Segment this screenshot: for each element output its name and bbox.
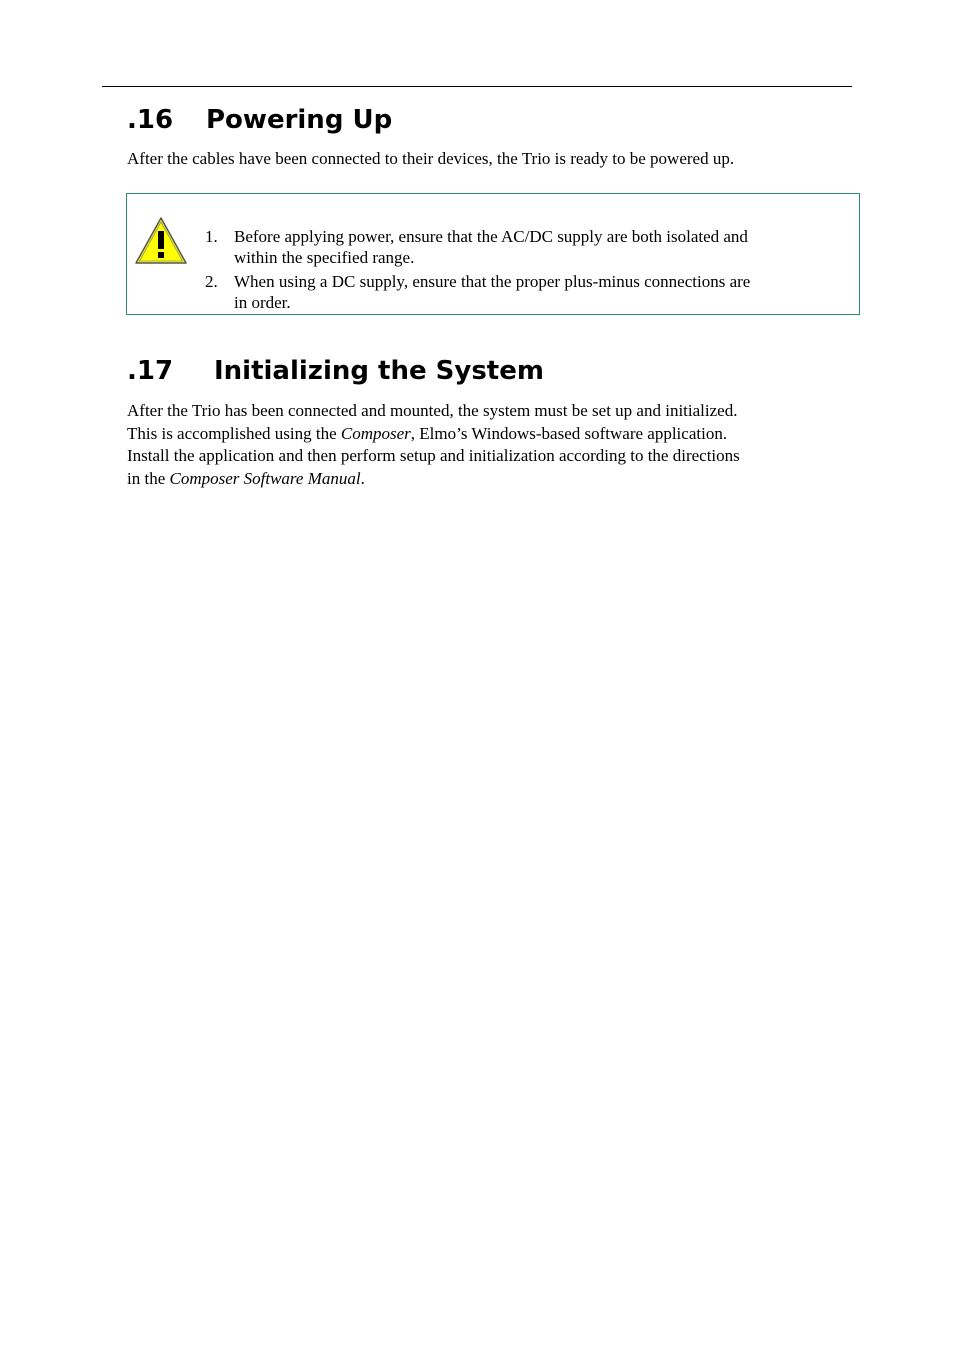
- list-marker: 2.: [205, 272, 218, 291]
- manual-title: Composer Software Manual: [169, 468, 361, 488]
- section-17-line-1: After the Trio has been connected and mounted, the system must be set up and initialized.: [127, 401, 738, 420]
- section-16-heading: [127, 105, 392, 135]
- caution-item-2: [127, 271, 750, 313]
- caution-item-1-line-1: Before applying power, ensure that the AC/DC supply are both isolated and: [234, 227, 748, 246]
- section-17-number: .17: [127, 356, 174, 386]
- caution-item-2-line-1: When using a DC supply, ensure that the proper plus-minus connections are: [234, 272, 751, 291]
- caution-item-1: [127, 226, 750, 268]
- caution-list: [127, 226, 750, 316]
- text-run: in the: [127, 468, 170, 488]
- section-16-number: .16: [127, 105, 174, 135]
- section-17-line-3: Install the application and then perform setup and initialization according to the directions: [127, 446, 740, 465]
- caution-item-1-line-2: within the specified range.: [234, 248, 415, 267]
- section-17-title: Initializing the System: [214, 356, 544, 386]
- composer-product-name: Composer: [340, 423, 411, 443]
- list-marker: 1.: [205, 227, 218, 246]
- caution-box: [126, 193, 860, 315]
- section-17-line-4: [127, 468, 740, 491]
- section-17-heading: [127, 356, 544, 386]
- caution-item-2-line-2: in order.: [234, 293, 291, 312]
- text-run: .: [360, 468, 365, 488]
- section-16-body: After the cables have been connected to their devices, the Trio is ready to be powered up.: [127, 149, 735, 168]
- header-rule: [102, 86, 852, 87]
- section-16-title: Powering Up: [206, 105, 393, 135]
- text-run: This is accomplished using the: [127, 423, 341, 443]
- section-17-line-2: [127, 423, 740, 446]
- section-17-body: [127, 400, 740, 490]
- text-run: , Elmo’s Windows-based software application.: [410, 423, 728, 443]
